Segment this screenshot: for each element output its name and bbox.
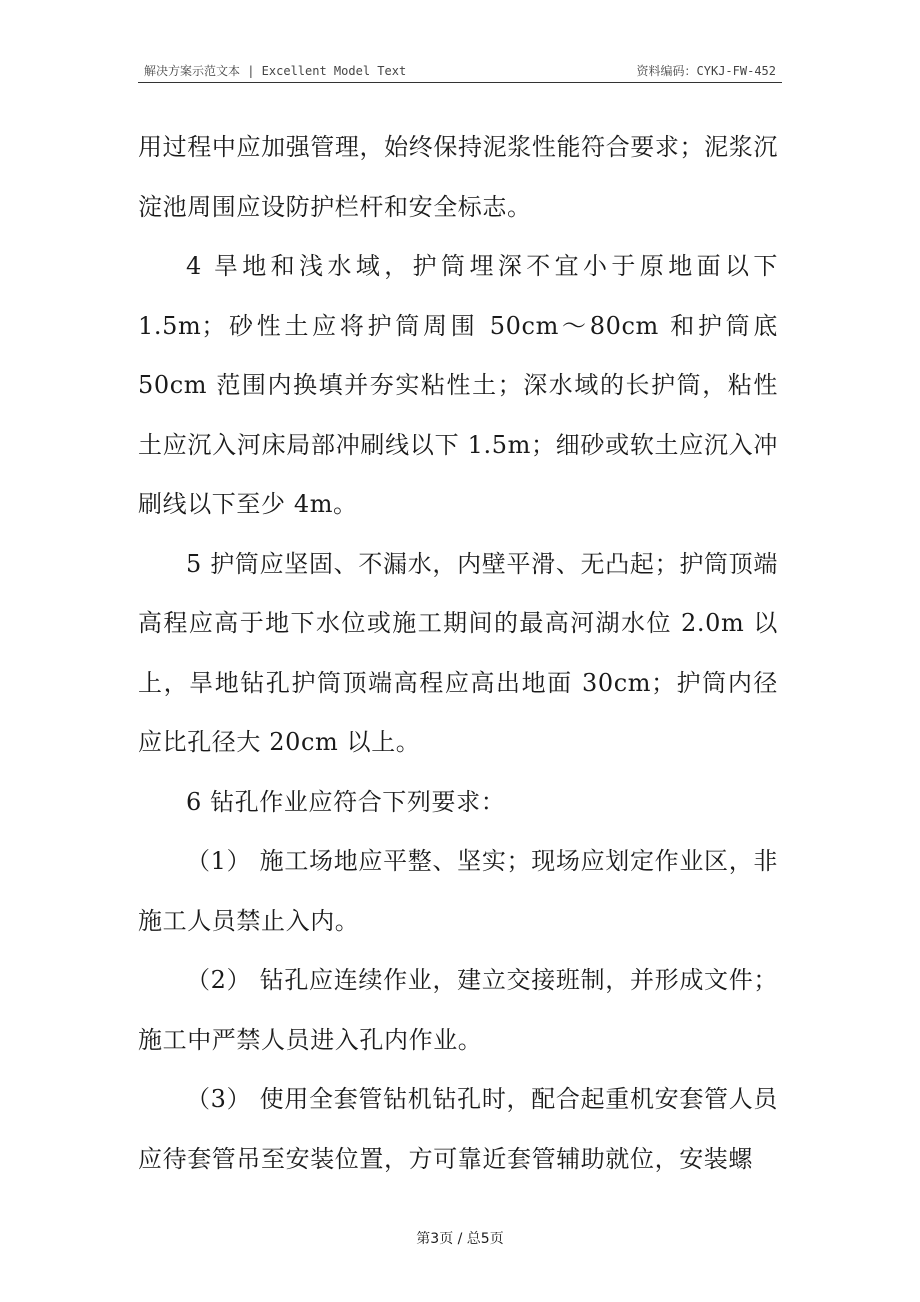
header-title: 解决方案示范文本 | Excellent Model Text [144, 64, 407, 78]
paragraph-item-4: 4 旱地和浅水域，护筒埋深不宜小于原地面以下 1.5m；砂性土应将护筒周围 50cm～80cm 和护筒底50cm 范围内换填并夯实粘性土；深水域的长护筒，粘性土应沉入河床局部冲刷线以下 1.5m；细砂或软土应沉入冲刷线以下至少 4m。 [138, 252, 778, 518]
document-code: 资料编码：CYKJ-FW-452 [636, 64, 776, 78]
paragraph-continuation: 用过程中应加强管理，始终保持泥浆性能符合要求；泥浆沉淀池周围应设防护栏杆和安全标志。 [138, 133, 778, 221]
paragraph-subitem-1: （1） 施工场地应平整、坚实；现场应划定作业区，非施工人员禁止入内。 [138, 847, 778, 935]
page-number: 第3页 / 总5页 [416, 1231, 504, 1247]
page-header [138, 58, 782, 83]
document-body [138, 118, 778, 1189]
page-footer [0, 1228, 920, 1248]
paragraph-subitem-2: （2） 钻孔应连续作业，建立交接班制，并形成文件；施工中严禁人员进入孔内作业。 [138, 966, 778, 1054]
paragraph-item-5: 5 护筒应坚固、不漏水，内壁平滑、无凸起；护筒顶端高程应高于地下水位或施工期间的最高河湖水位 2.0m 以上，旱地钻孔护筒顶端高程应高出地面 30cm；护筒内径应比孔径大 20cm 以上。 [138, 549, 778, 756]
paragraph-subitem-3: （3） 使用全套管钻机钻孔时，配合起重机安套管人员应待套管吊至安装位置，方可靠近套管辅助就位，安装螺 [138, 1085, 778, 1173]
paragraph-item-6: 6 钻孔作业应符合下列要求： [186, 787, 506, 816]
